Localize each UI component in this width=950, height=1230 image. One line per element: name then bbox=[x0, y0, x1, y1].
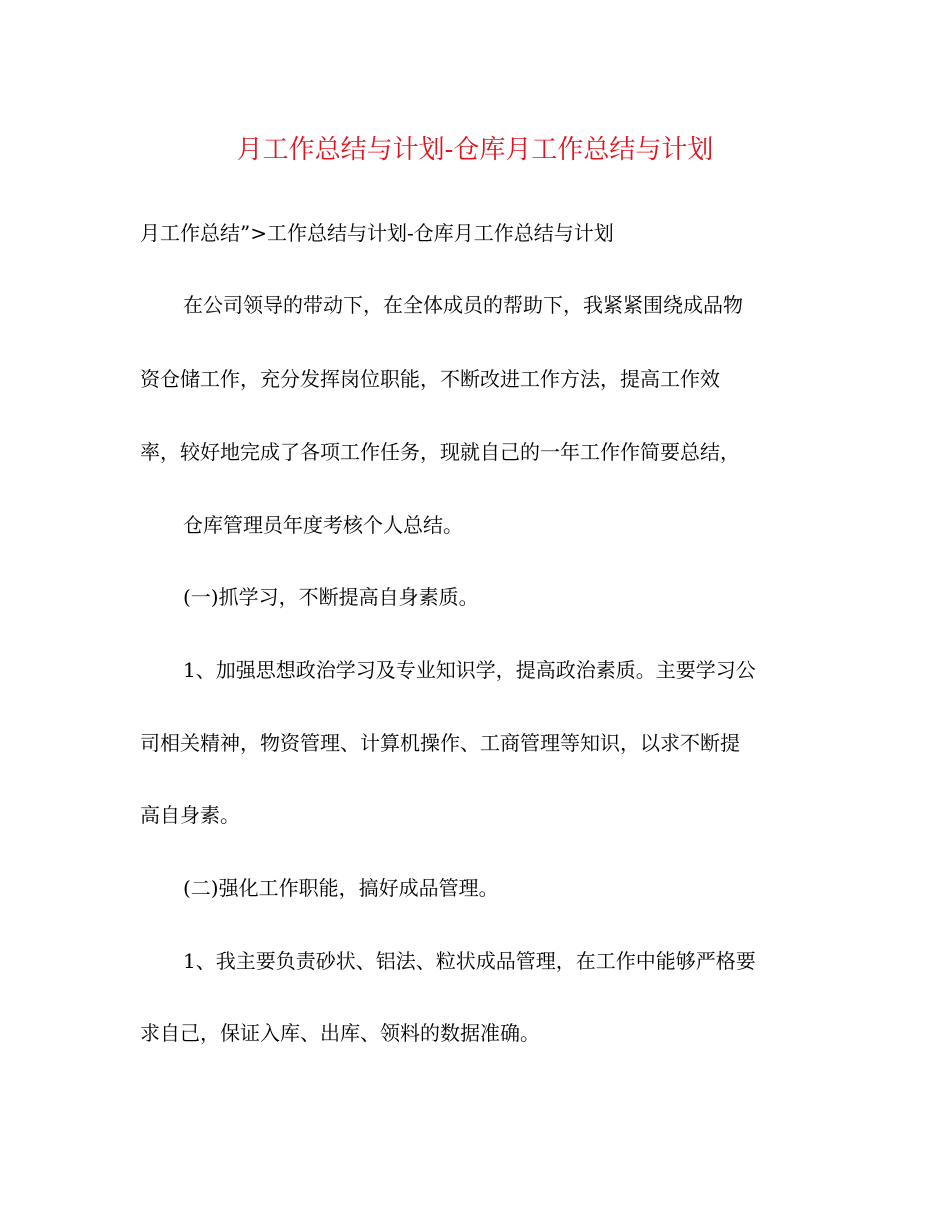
paragraph-line: 司相关精神，物资管理、计算机操作、工商管理等知识，以求不断提 bbox=[140, 731, 740, 755]
paragraph-line: 1、加强思想政治学习及专业知识学，提高政治素质。主要学习公 bbox=[183, 658, 756, 682]
subtitle-line: 月工作总结”>工作总结与计划-仓库月工作总结与计划 bbox=[140, 221, 614, 245]
paragraph-line: 资仓储工作，充分发挥岗位职能，不断改进工作方法，提高工作效 bbox=[140, 367, 720, 391]
section-heading: (二)强化工作职能，搞好成品管理。 bbox=[183, 876, 499, 900]
section-heading: (一)抓学习，不断提高自身素质。 bbox=[183, 585, 479, 609]
paragraph-line: 在公司领导的带动下，在全体成员的帮助下，我紧紧围绕成品物 bbox=[183, 293, 743, 317]
paragraph-line: 仓库管理员年度考核个人总结。 bbox=[183, 513, 463, 537]
paragraph-line: 1、我主要负责砂状、铝法、粒状成品管理，在工作中能够严格要 bbox=[183, 949, 756, 973]
paragraph-line: 求自己，保证入库、出库、领料的数据准确。 bbox=[140, 1021, 540, 1045]
paragraph-line: 率，较好地完成了各项工作任务，现就自己的一年工作作简要总结， bbox=[140, 440, 740, 464]
paragraph-line: 高自身素。 bbox=[140, 803, 240, 827]
document-title: 月工作总结与计划-仓库月工作总结与计划 bbox=[236, 135, 714, 165]
